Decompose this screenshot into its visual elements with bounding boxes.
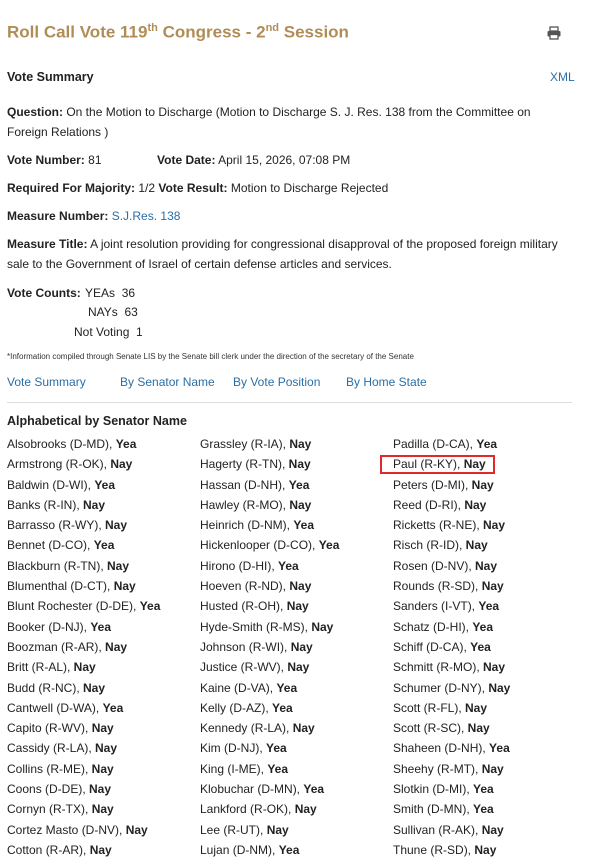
question-label: Question: <box>7 105 63 119</box>
senator-name: Risch (R-ID), <box>393 538 466 553</box>
senator-name: Kennedy (R-LA), <box>200 721 293 736</box>
vote-position: Nay <box>294 802 317 817</box>
vote-position: Yea <box>94 477 116 492</box>
senator-vote-entry <box>7 515 160 535</box>
senator-name: Schmitt (R-MO), <box>393 660 483 675</box>
senator-name: Scott (R-FL), <box>393 700 466 715</box>
source-footnote: *Information compiled through Senate LIS by the Senate bill clerk under the direction of the secretary of the Senate <box>7 352 414 361</box>
senator-vote-entry <box>200 454 339 474</box>
printer-icon[interactable] <box>546 26 562 40</box>
vote-position: Nay <box>483 660 506 675</box>
senator-vote-entry <box>393 515 510 535</box>
nav-by-vote-position[interactable]: By Vote Position <box>233 375 321 389</box>
senator-vote-entry <box>393 596 510 616</box>
vote-position: Nay <box>266 822 289 837</box>
measure-number-link[interactable]: S.J.Res. 138 <box>111 209 181 223</box>
senator-vote-entry <box>7 454 160 474</box>
senator-name: Klobuchar (D-MN), <box>200 782 304 797</box>
senator-name: Justice (R-WV), <box>200 660 288 675</box>
vote-position: Yea <box>93 538 115 553</box>
senator-vote-entry <box>393 820 510 840</box>
vote-position: Yea <box>478 599 500 614</box>
not-voting-count-row <box>74 322 143 342</box>
senator-name: Cotton (R-AR), <box>7 842 90 857</box>
vote-position: Nay <box>289 497 312 512</box>
nays-value: 63 <box>124 305 138 319</box>
senator-vote-entry <box>393 657 510 677</box>
measure-number-label: Measure Number: <box>7 209 109 223</box>
senator-vote-entry <box>7 475 160 495</box>
senator-vote-entry <box>393 738 510 758</box>
senator-vote-entry <box>200 515 339 535</box>
vote-position: Nay <box>289 437 312 451</box>
senator-name: Reed (D-RI), <box>393 497 465 512</box>
senator-vote-entry <box>393 434 510 454</box>
senator-name: Lujan (D-NM), <box>200 842 279 857</box>
senator-vote-entry <box>393 678 510 698</box>
vote-position: Nay <box>481 579 504 594</box>
yeas-count-row <box>85 283 135 303</box>
senator-name: Kelly (D-AZ), <box>200 700 272 715</box>
senator-name: Grassley (R-IA), <box>200 437 290 451</box>
senator-name: Coons (D-DE), <box>7 782 90 797</box>
vote-position: Yea <box>115 437 137 451</box>
vote-position: Nay <box>89 842 112 857</box>
senator-name: King (I-ME), <box>200 761 268 776</box>
senator-name: Armstrong (R-OK), <box>7 457 111 472</box>
senator-name: Paul (R-KY), <box>393 457 464 472</box>
senator-vote-entry <box>393 637 510 657</box>
yeas-label: YEAs <box>85 286 116 300</box>
senator-vote-entry <box>200 617 339 637</box>
vote-position: Nay <box>91 721 114 736</box>
senator-name: Cornyn (R-TX), <box>7 802 92 817</box>
senator-vote-entry <box>7 678 160 698</box>
senator-vote-entry <box>200 678 339 698</box>
senator-vote-entry <box>200 657 339 677</box>
senator-name: Collins (R-ME), <box>7 761 92 776</box>
senator-vote-entry <box>7 576 160 596</box>
nays-label: NAYs <box>88 305 118 319</box>
xml-link[interactable]: XML <box>550 70 575 84</box>
senator-name: Lee (R-UT), <box>200 822 267 837</box>
senator-vote-entry <box>200 576 339 596</box>
senator-name: Kaine (D-VA), <box>200 680 277 695</box>
senator-vote-entry <box>7 617 160 637</box>
senator-name: Cantwell (D-WA), <box>7 700 103 715</box>
senator-name: Thune (R-SD), <box>393 842 475 857</box>
vote-position: Nay <box>464 497 487 512</box>
senator-name: Shaheen (D-NH), <box>393 741 490 756</box>
senator-column-3 <box>393 434 510 860</box>
measure-title-row <box>7 234 572 274</box>
senator-vote-entry <box>393 495 510 515</box>
senator-vote-entry <box>200 495 339 515</box>
vote-position: Nay <box>467 721 490 736</box>
vote-position: Nay <box>73 660 96 675</box>
measure-title-label: Measure Title: <box>7 237 88 251</box>
vote-position: Nay <box>91 761 114 776</box>
nav-vote-summary[interactable]: Vote Summary <box>7 375 86 389</box>
senator-name: Hirono (D-HI), <box>200 558 279 573</box>
vote-position: Yea <box>266 741 287 756</box>
vote-number-value: 81 <box>88 153 102 167</box>
senator-vote-entry <box>200 637 339 657</box>
vote-position: Yea <box>276 680 298 695</box>
senator-name: Hassan (D-NH), <box>200 477 289 492</box>
senator-vote-entry <box>200 475 339 495</box>
senator-column-2 <box>200 434 339 860</box>
senator-vote-entry <box>7 718 160 738</box>
vote-position: Nay <box>463 457 486 472</box>
vote-position: Nay <box>481 822 504 837</box>
vote-position: Nay <box>125 822 148 837</box>
vote-position: Nay <box>311 619 334 634</box>
senator-vote-entry <box>200 556 339 576</box>
senator-vote-entry <box>7 495 160 515</box>
vote-date-row <box>157 150 350 170</box>
senator-vote-entry <box>393 799 510 819</box>
senator-vote-entry <box>200 535 339 555</box>
senator-vote-entry <box>7 779 160 799</box>
senator-name: Cortez Masto (D-NV), <box>7 822 126 837</box>
nav-by-senator-name[interactable]: By Senator Name <box>120 375 215 389</box>
vote-position: Yea <box>473 802 494 817</box>
vote-position: Yea <box>318 538 340 553</box>
vote-position: Nay <box>89 782 112 797</box>
vote-position: Yea <box>476 437 498 451</box>
senator-name: Hawley (R-MO), <box>200 497 290 512</box>
senator-name: Husted (R-OH), <box>200 599 287 614</box>
senator-vote-entry <box>7 820 160 840</box>
question-row <box>7 102 567 142</box>
senator-name: Banks (R-IN), <box>7 497 84 512</box>
majority-value: 1/2 <box>138 181 156 195</box>
vote-position: Nay <box>95 741 118 756</box>
vote-result-value: Motion to Discharge Rejected <box>230 181 389 195</box>
vote-position: Nay <box>287 660 310 675</box>
vote-position: Yea <box>278 558 299 573</box>
vote-position: Nay <box>483 518 506 533</box>
question-text: On the Motion to Discharge (Motion to Discharge S. J. Res. 138 from the Committee on Foreign Relations ) <box>7 105 531 139</box>
senator-vote-entry <box>393 718 510 738</box>
senator-vote-entry <box>200 759 339 779</box>
vote-position: Nay <box>474 842 497 857</box>
vote-position: Yea <box>139 599 161 614</box>
senator-name: Heinrich (D-NM), <box>200 518 294 533</box>
senator-vote-entry <box>393 576 510 596</box>
senator-vote-entry <box>393 779 510 799</box>
senator-name: Blumenthal (D-CT), <box>7 579 114 594</box>
senator-vote-entry <box>200 820 339 840</box>
senator-name: Slotkin (D-MI), <box>393 782 474 797</box>
senator-name: Padilla (D-CA), <box>393 437 477 451</box>
senator-vote-entry <box>7 637 160 657</box>
vote-position: Nay <box>465 538 488 553</box>
vote-position: Nay <box>471 477 494 492</box>
senator-vote-entry <box>7 535 160 555</box>
vote-position: Yea <box>272 700 293 715</box>
senator-vote-entry <box>393 475 510 495</box>
vote-position: Yea <box>303 782 325 797</box>
senator-vote-entry <box>7 657 160 677</box>
senator-vote-entry <box>393 759 510 779</box>
senator-name: Rounds (R-SD), <box>393 579 482 594</box>
senator-name: Cassidy (R-LA), <box>7 741 96 756</box>
vote-position: Nay <box>105 518 128 533</box>
vote-position: Nay <box>290 639 313 654</box>
senator-name: Ricketts (R-NE), <box>393 518 483 533</box>
senator-name: Sullivan (R-AK), <box>393 822 482 837</box>
senator-vote-entry <box>393 556 510 576</box>
vote-counts-label: Vote Counts: <box>7 286 81 300</box>
senator-name: Hagerty (R-TN), <box>200 457 289 472</box>
senator-vote-entry <box>200 799 339 819</box>
measure-number-row <box>7 206 180 226</box>
nays-count-row <box>88 302 138 322</box>
senator-name: Rosen (D-NV), <box>393 558 476 573</box>
vote-position: Nay <box>465 700 488 715</box>
senator-vote-entry <box>200 779 339 799</box>
vote-position: Nay <box>289 579 312 594</box>
majority-row <box>7 178 388 198</box>
senator-vote-entry <box>393 840 510 860</box>
senator-name: Booker (D-NJ), <box>7 619 91 634</box>
senator-name: Bennet (D-CO), <box>7 538 94 553</box>
senator-vote-entry <box>7 840 160 860</box>
senator-name: Schatz (D-HI), <box>393 619 473 634</box>
senator-vote-entry <box>200 596 339 616</box>
vote-position: Nay <box>113 579 136 594</box>
senator-name: Johnson (R-WI), <box>200 639 291 654</box>
senator-name: Capito (R-WV), <box>7 721 92 736</box>
senator-vote-entry <box>7 556 160 576</box>
vote-position: Nay <box>107 558 130 573</box>
page-title: Roll Call Vote 119th Congress - 2nd Session <box>7 22 349 42</box>
majority-label: Required For Majority: <box>7 181 136 195</box>
senator-vote-entry <box>393 535 510 555</box>
senator-vote-entry <box>200 718 339 738</box>
senator-name: Hickenlooper (D-CO), <box>200 538 319 553</box>
vote-position: Nay <box>292 721 315 736</box>
senator-vote-entry <box>393 617 510 637</box>
vote-position: Yea <box>278 842 300 857</box>
vote-position: Nay <box>488 680 511 695</box>
senator-name: Baldwin (D-WI), <box>7 477 95 492</box>
vote-position: Nay <box>83 497 106 512</box>
vote-position: Nay <box>83 680 106 695</box>
senator-vote-entry <box>7 434 160 454</box>
senator-vote-entry <box>7 738 160 758</box>
senator-name: Sanders (I-VT), <box>393 599 479 614</box>
vote-position: Yea <box>293 518 315 533</box>
vote-position: Nay <box>481 761 504 776</box>
nav-by-home-state[interactable]: By Home State <box>346 375 427 389</box>
senator-name: Lankford (R-OK), <box>200 802 295 817</box>
vote-date-value: April 15, 2026, 07:08 PM <box>218 153 351 167</box>
vote-position: Yea <box>90 619 112 634</box>
senator-name: Smith (D-MN), <box>393 802 473 817</box>
vote-position: Nay <box>105 639 128 654</box>
senator-name: Hoeven (R-ND), <box>200 579 290 594</box>
vote-summary-heading: Vote Summary <box>7 70 94 84</box>
vote-date-label: Vote Date: <box>157 153 216 167</box>
senator-name: Hyde-Smith (R-MS), <box>200 619 312 634</box>
senator-column-1 <box>7 434 160 860</box>
vote-position: Yea <box>470 639 491 654</box>
senator-name: Alsobrooks (D-MD), <box>7 437 116 451</box>
senator-name: Scott (R-SC), <box>393 721 468 736</box>
vote-position: Nay <box>288 457 311 472</box>
vote-position: Yea <box>288 477 310 492</box>
vote-position: Yea <box>102 700 124 715</box>
alphabetical-heading: Alphabetical by Senator Name <box>7 414 187 428</box>
senator-vote-entry <box>200 434 339 454</box>
vote-position: Nay <box>475 558 498 573</box>
senator-vote-entry <box>7 596 160 616</box>
senator-name: Sheehy (R-MT), <box>393 761 482 776</box>
senator-name: Blackburn (R-TN), <box>7 558 108 573</box>
senator-vote-entry <box>7 799 160 819</box>
not-voting-value: 1 <box>136 325 143 339</box>
vote-position: Nay <box>91 802 114 817</box>
senator-name: Britt (R-AL), <box>7 660 74 675</box>
senator-name: Boozman (R-AR), <box>7 639 106 654</box>
vote-result-label: Vote Result: <box>158 181 228 195</box>
senator-name: Schiff (D-CA), <box>393 639 471 654</box>
measure-title-text: A joint resolution providing for congressional disapproval of the proposed foreign military sale to the Government of Israel of certain defense articles and services. <box>7 237 558 271</box>
vote-number-label: Vote Number: <box>7 153 85 167</box>
vote-number-row <box>7 150 102 170</box>
senator-name: Barrasso (R-WY), <box>7 518 106 533</box>
not-voting-label: Not Voting <box>74 325 130 339</box>
vote-position: Nay <box>286 599 309 614</box>
yeas-value: 36 <box>121 286 136 300</box>
senator-vote-entry <box>7 759 160 779</box>
senator-vote-entry <box>7 698 160 718</box>
senator-name: Blunt Rochester (D-DE), <box>7 599 140 614</box>
senator-vote-entry <box>200 840 339 860</box>
vote-position: Yea <box>473 782 494 797</box>
highlight-box <box>380 455 495 474</box>
senator-name: Peters (D-MI), <box>393 477 472 492</box>
vote-position: Nay <box>110 457 133 472</box>
vote-position: Yea <box>267 761 289 776</box>
senator-vote-entry <box>393 698 510 718</box>
vote-position: Yea <box>489 741 510 756</box>
senator-name: Kim (D-NJ), <box>200 741 266 756</box>
vote-position: Yea <box>472 619 494 634</box>
senator-name: Budd (R-NC), <box>7 680 84 695</box>
senator-name: Schumer (D-NY), <box>393 680 489 695</box>
senator-vote-entry <box>200 738 339 758</box>
senator-vote-entry <box>200 698 339 718</box>
divider <box>7 402 572 403</box>
